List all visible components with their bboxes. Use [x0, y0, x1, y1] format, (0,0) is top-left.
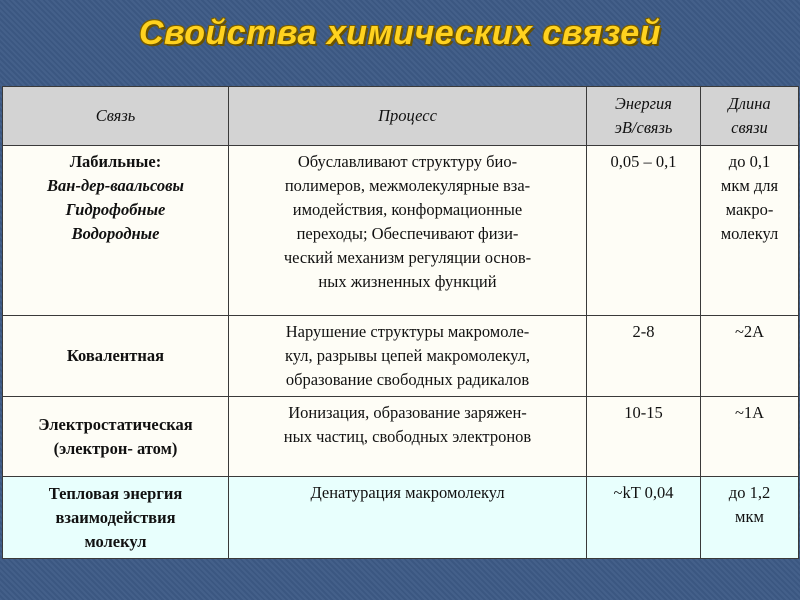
length-line: макро- — [725, 200, 774, 219]
length-cell — [701, 477, 799, 559]
process-line: Нарушение структуры макромоле- — [285, 322, 530, 341]
length-line: до 0,1 — [728, 152, 771, 171]
bond-line: молекул — [84, 531, 147, 551]
table-row — [3, 397, 799, 477]
table-row — [3, 146, 799, 316]
process-line: Ионизация, образование заряжен- — [288, 403, 527, 422]
header-length — [701, 87, 799, 146]
energy-cell: ~kT 0,04 — [587, 477, 701, 559]
process-line: ных частиц, свободных электронов — [283, 427, 532, 446]
bond-subtype: Водородные — [71, 224, 160, 243]
header-bond: Связь — [3, 87, 229, 146]
length-cell — [701, 146, 799, 316]
energy-cell: 10-15 — [587, 397, 701, 477]
bond-cell — [3, 397, 229, 477]
length-cell: ~2А — [701, 316, 799, 397]
bond-cell: Ковалентная — [3, 316, 229, 397]
process-line: кул, разрывы цепей макромолекул, — [284, 346, 531, 365]
process-line: имодействия, конформационные — [292, 200, 523, 219]
length-line: молекул — [720, 224, 779, 243]
bond-line: взаимодействия — [55, 507, 176, 527]
header-row — [3, 87, 799, 146]
process-line: Обуславливают структуру био- — [297, 152, 518, 171]
bond-cell — [3, 146, 229, 316]
bond-line: Тепловая энергия — [48, 483, 183, 503]
bond-title: Лабильные: — [69, 152, 162, 171]
slide-title: Свойства химических связей — [139, 14, 661, 52]
length-line: до 1,2 — [728, 483, 771, 502]
length-cell: ~1А — [701, 397, 799, 477]
table-row — [3, 477, 799, 559]
process-cell: Денатурация макромолекул — [229, 477, 587, 559]
bond-subtype: Гидрофобные — [65, 200, 166, 219]
table-row — [3, 316, 799, 397]
process-line: ческий механизм регуляции основ- — [283, 248, 532, 267]
process-line: переходы; Обеспечивают физи- — [296, 224, 519, 243]
bond-cell — [3, 477, 229, 559]
length-line: мкм для — [720, 176, 779, 195]
process-line: образование свободных радикалов — [285, 370, 530, 389]
process-cell — [229, 397, 587, 477]
process-line: полимеров, межмолекулярные вза- — [284, 176, 531, 195]
energy-cell: 0,05 – 0,1 — [587, 146, 701, 316]
header-process: Процесс — [229, 87, 587, 146]
process-line: ных жизненных функций — [318, 272, 497, 291]
header-energy-line1: Энергия — [615, 94, 672, 113]
header-length-line2: связи — [731, 118, 768, 137]
header-energy-line2: эВ/связь — [614, 118, 673, 137]
bond-properties-table — [2, 86, 799, 559]
header-energy — [587, 87, 701, 146]
energy-cell: 2-8 — [587, 316, 701, 397]
bond-line: Электростатическая — [38, 414, 193, 434]
header-length-line1: Длина — [728, 94, 771, 113]
process-cell — [229, 146, 587, 316]
length-line: мкм — [735, 507, 764, 526]
bond-line: (электрон- атом) — [53, 438, 178, 458]
bond-subtype: Ван-дер-ваальсовы — [47, 176, 184, 195]
process-cell — [229, 316, 587, 397]
